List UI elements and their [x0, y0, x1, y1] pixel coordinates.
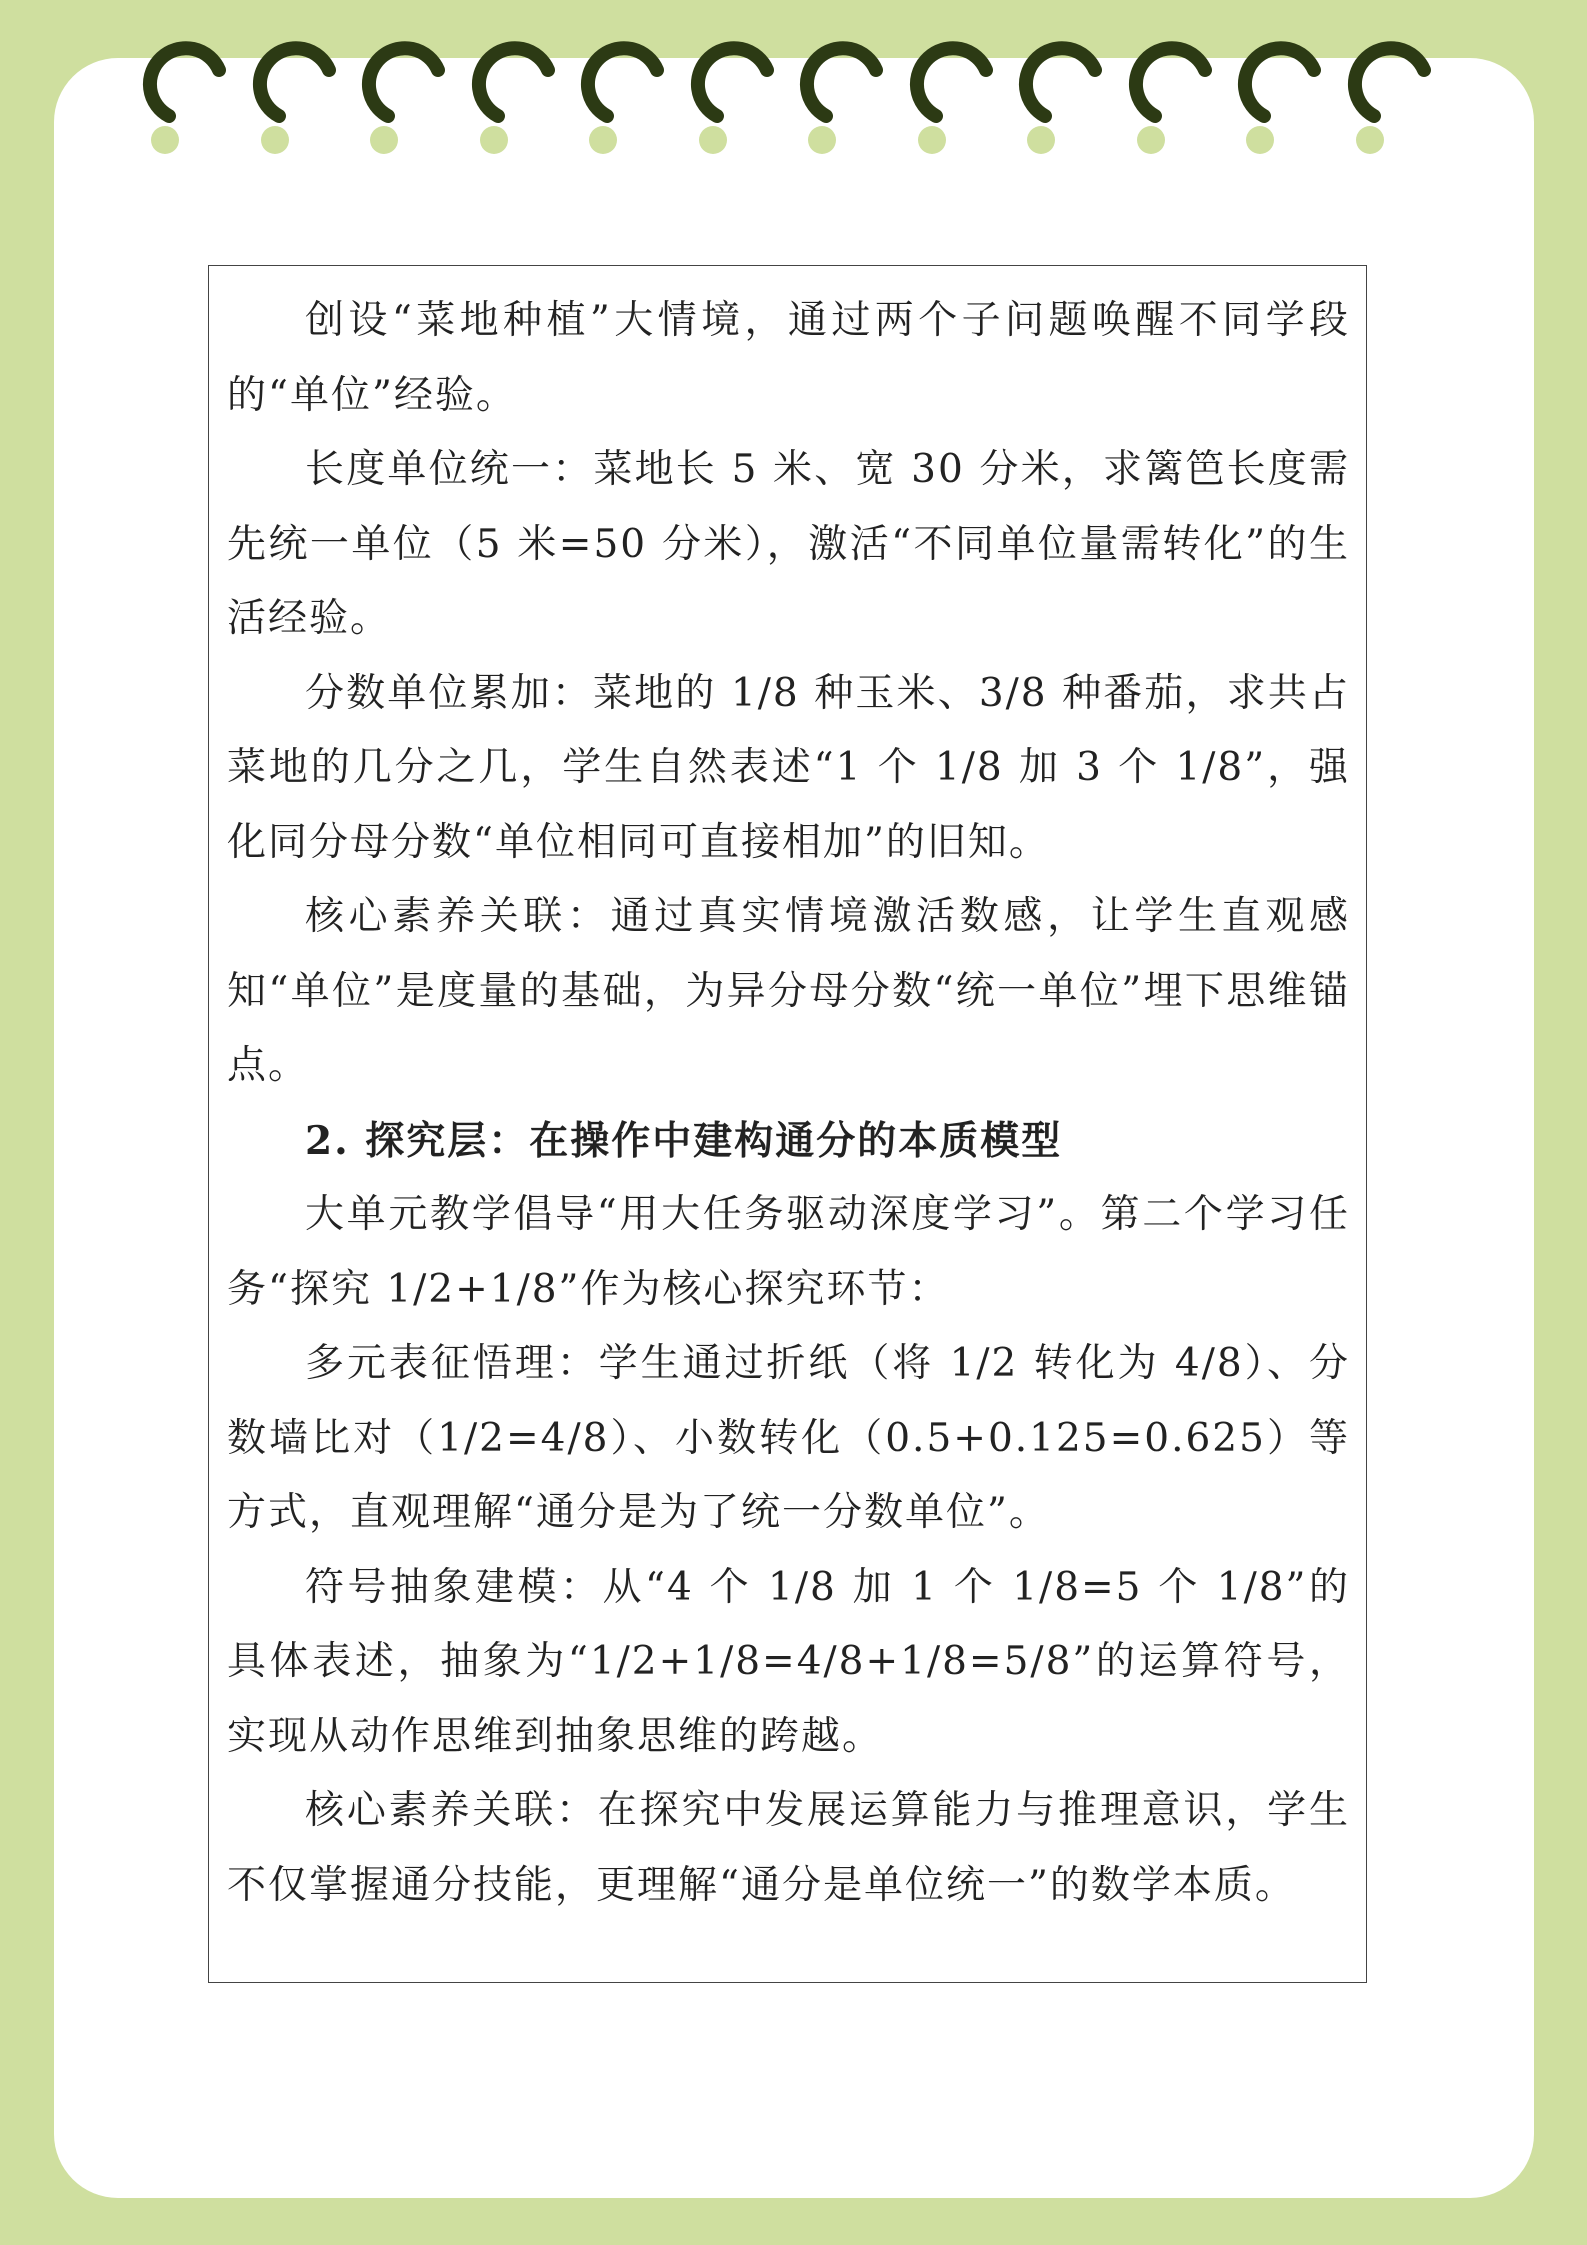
spiral-ring-icon — [1113, 30, 1221, 154]
spiral-ring-icon — [675, 30, 783, 154]
paragraph-multi-representation: 多元表征悟理：学生通过折纸（将 1/2 转化为 4/8）、分数墙比对（1/2=4/8）、小数转化（0.5+0.125=0.625）等方式，直观理解“通分是为了统一分数单位”。 — [227, 1341, 1350, 1535]
spiral-ring-icon — [127, 30, 235, 154]
paragraph-fraction-unit: 分数单位累加：菜地的 1/8 种玉米、3/8 种番茄，求共占菜地的几分之几，学生自然表述“1 个 1/8 加 3 个 1/8”，强化同分母分数“单位相同可直接相加”的旧知。 — [227, 670, 1350, 865]
paragraph-intro: 创设“菜地种植”大情境，通过两个子问题唤醒不同学段的“单位”经验。 — [227, 298, 1350, 418]
spiral-ring-icon — [1222, 30, 1330, 154]
section-heading: 2. 探究层：在操作中建构通分的本质模型 — [305, 1117, 1063, 1164]
spiral-ring-icon — [894, 30, 1002, 154]
paragraph-core-literacy-1: 核心素养关联：通过真实情境激活数感，让学生直观感知“单位”是度量的基础，为异分母分数“统一单位”埋下思维锚点。 — [227, 894, 1350, 1088]
paragraph-length-unit: 长度单位统一：菜地长 5 米、宽 30 分米，求篱笆长度需先统一单位（5 米=50 分米），激活“不同单位量需转化”的生活经验。 — [227, 447, 1350, 641]
spiral-ring-icon — [456, 30, 564, 154]
content-frame — [208, 265, 1367, 1983]
paragraph-big-unit: 大单元教学倡导“用大任务驱动深度学习”。第二个学习任务“探究 1/2+1/8”作为核心探究环节： — [227, 1192, 1350, 1312]
paragraph-symbol-modeling: 符号抽象建模：从“4 个 1/8 加 1 个 1/8=5 个 1/8”的具体表述，抽象为“1/2+1/8=4/8+1/8=5/8”的运算符号，实现从动作思维到抽象思维的跨越。 — [227, 1564, 1350, 1759]
spiral-binding — [0, 0, 1587, 170]
spiral-ring-icon — [237, 30, 345, 154]
spiral-ring-icon — [784, 30, 892, 154]
spiral-ring-icon — [1332, 30, 1440, 154]
spiral-ring-icon — [1003, 30, 1111, 154]
spiral-ring-icon — [346, 30, 454, 154]
paragraph-core-literacy-2: 核心素养关联：在探究中发展运算能力与推理意识，学生不仅掌握通分技能，更理解“通分是单位统一”的数学本质。 — [227, 1788, 1350, 1908]
spiral-ring-icon — [565, 30, 673, 154]
